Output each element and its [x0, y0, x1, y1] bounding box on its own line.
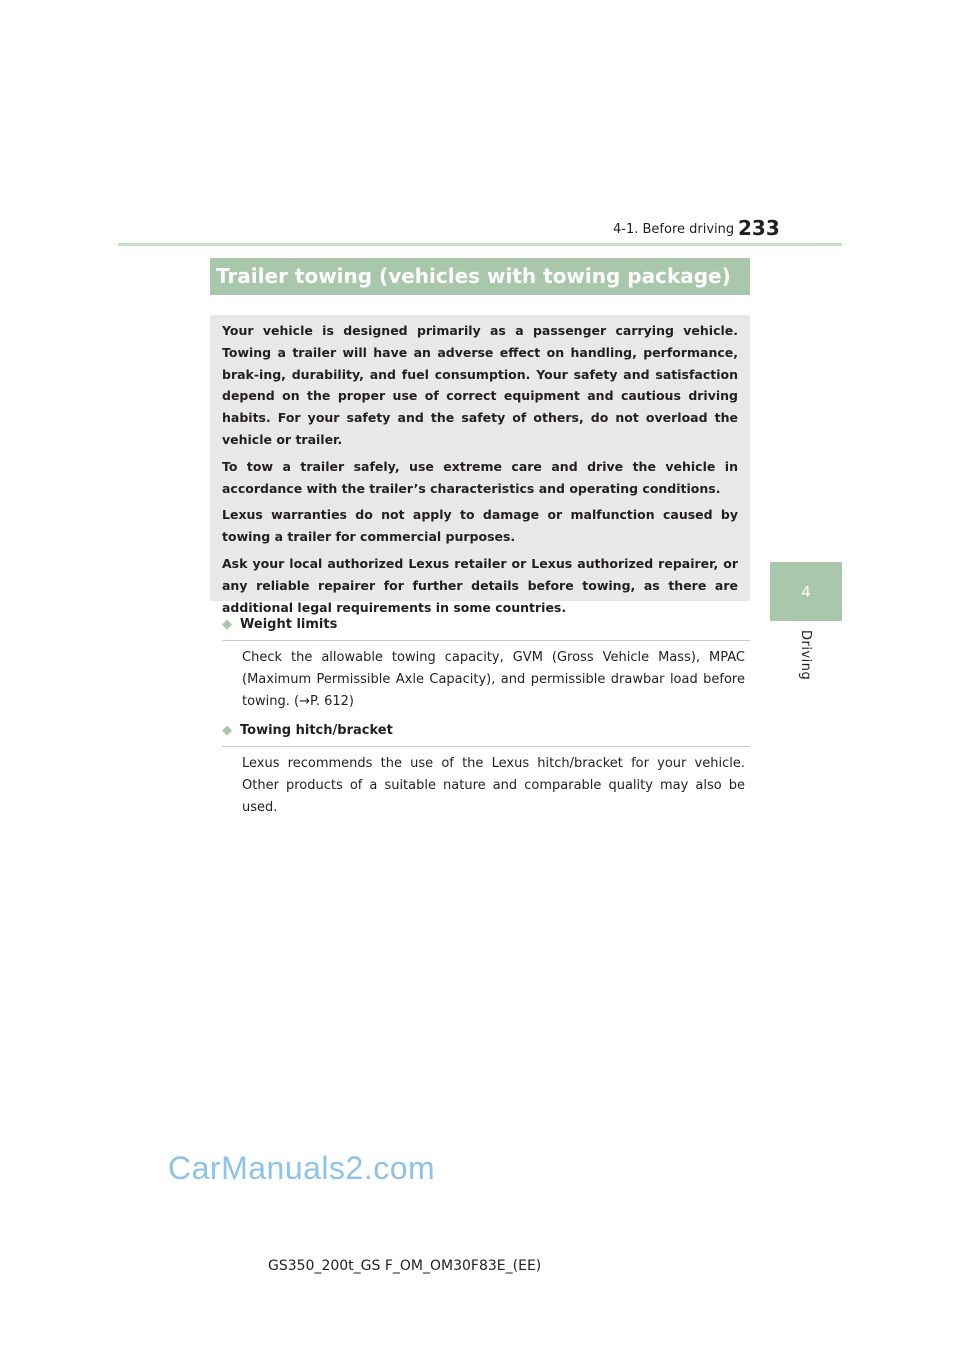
intro-paragraph: Lexus warranties do not apply to damage or malfunction caused by towing a trailer for commercial purposes. — [222, 507, 738, 545]
intro-paragraph: Ask your local authorized Lexus retailer or Lexus authorized repairer, or any reliable repairer for further details before towing, as there are additional legal requirements in some countries. — [222, 555, 738, 615]
chapter-label: Driving — [798, 630, 813, 681]
section-body-text: Lexus recommends the use of the Lexus hitch/bracket for your vehicle. Other products of a suitable nature and comparable quality may also be used. — [242, 756, 745, 815]
section-heading-weight-limits — [222, 617, 750, 641]
intro-box — [210, 315, 750, 615]
page-number: 233 — [738, 216, 780, 240]
section-heading-label: Weight limits — [240, 617, 338, 632]
section-label: 4-1. Before driving — [613, 222, 735, 237]
header-rule — [118, 243, 842, 246]
section-body-weight-limits — [242, 647, 745, 713]
section-heading-label: Towing hitch/bracket — [240, 723, 393, 738]
diamond-icon: ◆ — [222, 617, 232, 632]
watermark-logo: CarManuals2.com — [168, 1150, 436, 1186]
section-heading-towing-hitch — [222, 723, 750, 747]
chapter-tab — [770, 562, 842, 621]
intro-paragraph: To tow a trailer safely, use extreme care and drive the vehicle in accordance with the trailer’s characteristics and operating conditions. — [222, 458, 738, 496]
diamond-icon: ◆ — [222, 723, 232, 738]
section-body-text: Check the allowable towing capacity, GVM (Gross Vehicle Mass), MPAC (Maximum Permissible Axle Capacity), and permissible drawbar load before towing. (→P. 612) — [242, 650, 745, 709]
chapter-number: 4 — [801, 582, 811, 601]
section-body-towing-hitch — [242, 753, 745, 819]
intro-paragraph: Your vehicle is designed primarily as a passenger carrying vehicle. Towing a trailer will have an adverse effect on handling, performance, brak-ing, durability, and fuel consumption. Your safety and satisfaction depend on the proper use of correct equipment and cautious driving habits. For your safety and the safety of others, do not overload the vehicle or trailer. — [222, 323, 738, 447]
page-title: Trailer towing (vehicles with towing package) — [210, 258, 750, 295]
footer-doc-code: GS350_200t_GS F_OM_OM30F83E_(EE) — [268, 1258, 542, 1274]
